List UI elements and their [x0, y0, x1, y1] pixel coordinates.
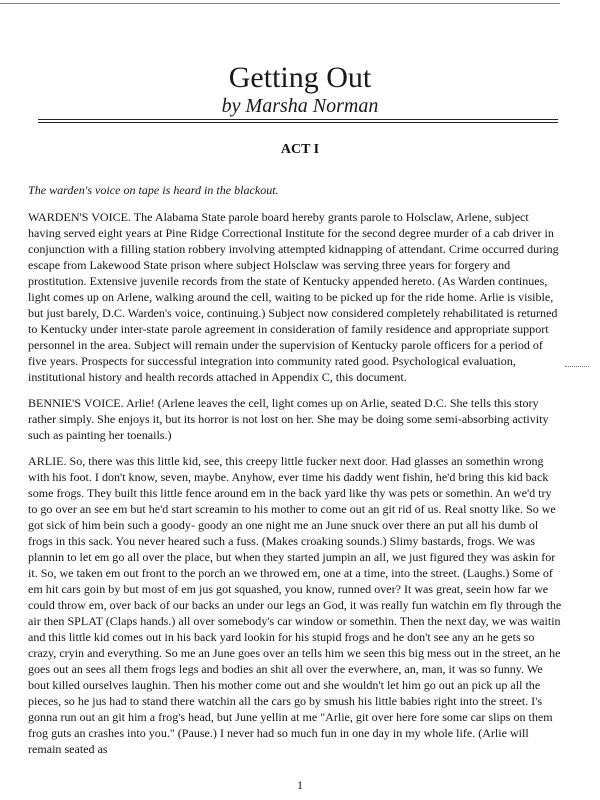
paragraph-warden-voice: WARDEN'S VOICE. The Alabama State parole board hereby grants parole to Holsclaw, Arlene, subject having served eight years at Pine Ridge Correctional Institute for the second degree murder of a cab driver in conjunction with a filling station robbery involving attempted kidnapping of attendant. Crime occurred during escape from Lakewood State prison where subject Holsclaw was serving three years for forgery and prostitution. Extensive juvenile records from the state of Kentucky appended hereto. (As Warden continues, light comes up on Arlene, walking around the cell, waiting to be picked up for the ride home. Arlie is visible, but just barely, D.C. Warden's voice, continuing.) Subject now considered completely rehabilitated is returned to Kentucky under inter-state parole agreement in consideration of family residence and appropriate support personnel in the area. Subject will remain under the supervision of Kentucky parole officers for a period of five years. Prospects for successful integration into community rated good. Psychological evaluation, institutional history and health records attached in Appendix C, this document.	[28, 210, 559, 384]
play-author: by Marsha Norman	[221, 95, 379, 117]
page-number: 1	[297, 778, 303, 792]
scan-top-edge	[0, 3, 560, 4]
title-rule-bottom	[38, 122, 558, 123]
paragraph-bennie-voice: BENNIE'S VOICE. Arlie! (Arlene leaves the cell, light comes up on Arlie, seated D.C. She tells this story rather simply. She enjoys it, but its horror is not lost on her. She may be doing some semi-absorbing activity such as painting her toenails.)	[28, 396, 549, 442]
act-heading: ACT I	[280, 142, 320, 157]
title-rule-top	[38, 119, 558, 120]
paragraph-arlie: ARLIE. So, there was this little kid, see, this creepy little fucker next door. Had glasses an somethin wrong with his foot. I don't know, seven, maybe. Anyhow, ever time his daddy went fishin, he'd bring this kid back some frogs. They built this little fence around em in the back yard like thy was pets or somethin. An we'd try to go over an see em but he'd start screamin to his mother to come out an git rid of us. Real snotty like. So we got sick of him bein such a goody- goody an one night me an June snuck over there an put all his dumb ol frogs in this sack. You never heared such a fuss. (Makes croaking sounds.) Slimy bastards, frogs. We was plannin to let em go all over the place, but when they started jumpin an all, we just figured they was askin for it. So, we taken em out front to the porch an we throwed em, one at a time, into the street. (Laughs.) Some of em hit cars goin by but most of em jus got squashed, you know, runned over? It was great, seein how far we could throw em, over back of our backs an under our legs an God, it was really fun watchin em fly through the air then SPLAT (Claps hands.) all over somebody's car window or somethin. Then the next day, we was waitin and this little kid comes out in his back yard lookin for his stupid frogs and he don't see any an he gets so crazy, cryin and everything. So me an June goes over an tells him we seen this big mess out in the street, an he goes out an sees all them frogs legs and bodies an shit all over the everwhere, an, man, it was so funny. We bout killed ourselves laughin. Then his mother come out and she wouldn't let him go out an pick up all the pieces, so he jus had to stand there watchin all the cars go by smush his little babies right into the street. I's gonna run out an git him a frog's head, but June yellin at me "Arlie, git over here fore some car slips on them frog guts an crashes into you." (Pause.) I never had so much fun in one day in my whole life. (Arlie will remain seated as	[28, 454, 562, 756]
stage-direction: The warden's voice on tape is heard in the blackout.	[28, 183, 279, 197]
margin-pen-mark	[565, 366, 589, 367]
script-body	[28, 182, 562, 767]
play-title: Getting Out	[228, 61, 372, 94]
